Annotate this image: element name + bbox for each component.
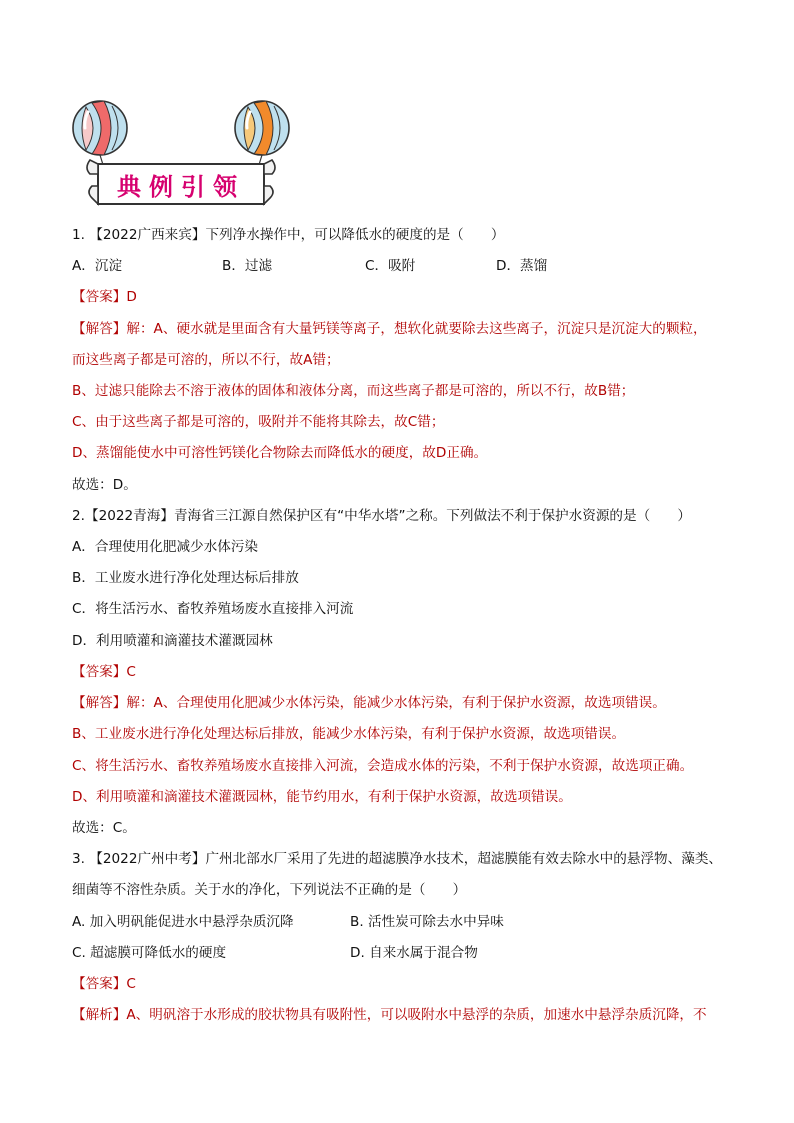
- q2-option-a: A．合理使用化肥减少水体污染: [72, 539, 259, 555]
- q1-analysis-line-2: 而这些离子都是可溶的，所以不行，故A错；: [72, 352, 340, 368]
- q1-analysis-line-1: 【解答】解：A、硬水就是里面含有大量钙镁等离子，想软化就要除去这些离子，沉淀只是沉淀大的颗粒，: [72, 321, 707, 337]
- q3-analysis-line-1: 【解析】A、明矾溶于水形成的胶状物具有吸附性，可以吸附水中悬浮的杂质，加速水中悬浮杂质沉降，不: [72, 1007, 707, 1023]
- q3-answer: 【答案】C: [72, 976, 136, 992]
- q2-analysis-line-2: B、工业废水进行净化处理达标后排放，能减少水体污染，有利于保护水资源，故选项错误。: [72, 726, 626, 742]
- q1-stem: 1. 【2022广西来宾】下列净水操作中，可以降低水的硬度的是（ ）: [72, 227, 505, 243]
- q2-option-b: B．工业废水进行净化处理达标后排放: [72, 570, 299, 586]
- banner-title: 典例引领: [117, 172, 245, 201]
- q2-analysis-line-1: 【解答】解：A、合理使用化肥减少水体污染，能减少水体污染，有利于保护水资源，故选项错误。: [72, 695, 666, 711]
- q1-option-d: D．蒸馏: [496, 258, 548, 274]
- q3-stem-line-1: 3. 【2022广州中考】广州北部水厂采用了先进的超滤膜净水技术，超滤膜能有效去除水中的悬浮物、藻类、: [72, 851, 723, 867]
- q1-option-b: B．过滤: [222, 258, 273, 274]
- q2-option-d: D．利用喷灌和滴灌技术灌溉园林: [72, 633, 273, 649]
- balloon-scroll-illustration: [70, 98, 292, 206]
- q3-stem-line-2: 细菌等不溶性杂质。关于水的净化，下列说法不正确的是（ ）: [72, 882, 467, 898]
- q2-conclusion: 故选：C。: [72, 820, 136, 836]
- q3-option-b: B. 活性炭可除去水中异味: [350, 914, 504, 930]
- q2-analysis-line-4: D、利用喷灌和滴灌技术灌溉园林，能节约用水，有利于保护水资源，故选项错误。: [72, 789, 572, 805]
- q1-analysis-line-4: C、由于这些离子都是可溶的，吸附并不能将其除去，故C错；: [72, 414, 445, 430]
- q2-option-c: C．将生活污水、畜牧养殖场废水直接排入河流: [72, 601, 354, 617]
- q3-option-a: A. 加入明矾能促进水中悬浮杂质沉降: [72, 914, 294, 930]
- q1-answer: 【答案】D: [72, 289, 137, 305]
- q1-analysis-line-3: B、过滤只能除去不溶于液体的固体和液体分离，而这些离子都是可溶的，所以不行，故B错；: [72, 383, 635, 399]
- q3-option-d: D. 自来水属于混合物: [350, 945, 478, 961]
- q1-option-c: C．吸附: [365, 258, 416, 274]
- q1-conclusion: 故选：D。: [72, 477, 137, 493]
- q3-option-c: C. 超滤膜可降低水的硬度: [72, 945, 227, 961]
- q2-analysis-line-3: C、将生活污水、畜牧养殖场废水直接排入河流，会造成水体的污染，不利于保护水资源，故选项正确。: [72, 758, 694, 774]
- q2-stem: 2.【2022青海】青海省三江源自然保护区有“中华水塔”之称。下列做法不利于保护水资源的是（ ）: [72, 508, 691, 524]
- q1-analysis-line-5: D、蒸馏能使水中可溶性钙镁化合物除去而降低水的硬度，故D正确。: [72, 445, 488, 461]
- q1-option-a: A．沉淀: [72, 258, 123, 274]
- q2-answer: 【答案】C: [72, 664, 136, 680]
- section-banner: [70, 98, 292, 206]
